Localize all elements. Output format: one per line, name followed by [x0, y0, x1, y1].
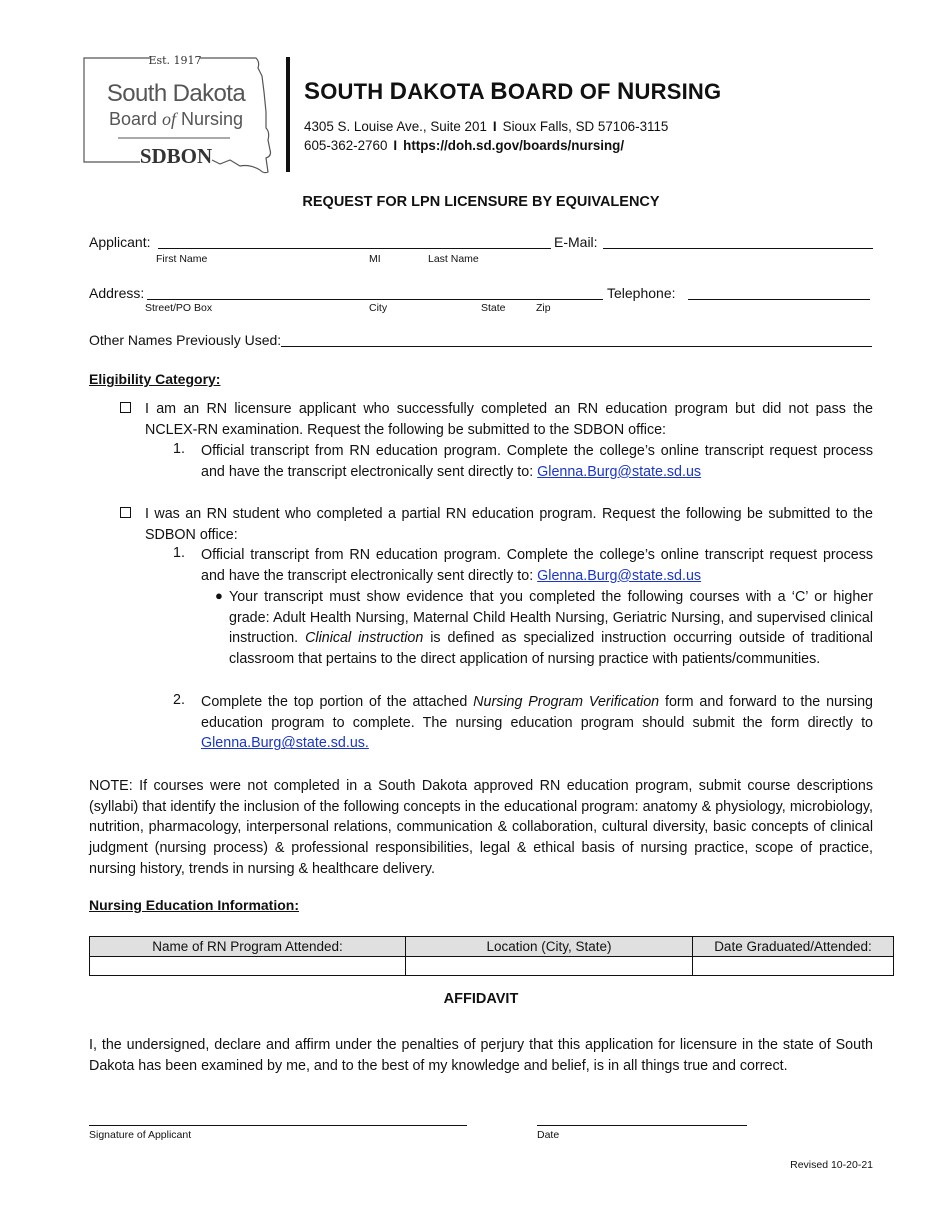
logo-est: Est. 1917: [148, 54, 202, 67]
applicant-name-field[interactable]: [158, 248, 551, 249]
email-link[interactable]: Glenna.Burg@state.sd.us: [537, 463, 702, 480]
form-title: REQUEST FOR LPN LICENSURE BY EQUIVALENCY: [302, 194, 660, 210]
column-header: Name of RN Program Attended:: [90, 937, 406, 957]
option2-bullet: Your transcript must show evidence that you completed the following courses with a ‘C’ or higher grade: Adult Health Nursing, Maternal Child Health Nursing, Geriatric Nursing, and supervised clinical instruction. Clinical instruction is defined as specialized instruction occurring outside of traditional classroom that pertains to the direct application of nursing practice with patients/communities.: [229, 589, 873, 668]
organization-address: 4305 S. Louise Ave., Suite 201 I Sioux Falls, SD 57106-3115: [304, 119, 669, 134]
applicant-label: Applicant:: [89, 234, 151, 250]
option1-checkbox[interactable]: [120, 402, 131, 413]
option1-item1: Official transcript from RN education program. Complete the college’s online transcript request process and have the transcript electronically sent directly to: Glenna.Burg@state.sd.us: [201, 443, 873, 480]
street-caption: Street/PO Box: [145, 302, 213, 314]
education-heading: Nursing Education Information:: [89, 897, 299, 913]
logo-line1: South Dakota: [106, 80, 246, 107]
telephone-label: Telephone:: [607, 285, 676, 301]
signature-caption: Signature of Applicant: [89, 1129, 192, 1141]
column-header: Location (City, State): [406, 937, 693, 957]
address-field[interactable]: [147, 299, 603, 300]
mi-caption: MI: [369, 253, 381, 265]
column-header: Date Graduated/Attended:: [693, 937, 894, 957]
email-field[interactable]: [603, 248, 873, 249]
email-link[interactable]: Glenna.Burg@state.sd.us.: [201, 735, 369, 752]
other-names-field[interactable]: [281, 346, 872, 347]
option2-item1: Official transcript from RN education program. Complete the college’s online transcript request process and have the transcript electronically sent directly to: Glenna.Burg@state.sd.us: [201, 547, 873, 584]
address-label: Address:: [89, 285, 145, 301]
email-link[interactable]: Glenna.Burg@state.sd.us: [537, 567, 702, 584]
city-state-zip: Sioux Falls, SD 57106-3115: [502, 119, 669, 134]
option1-item1-number: 1.: [173, 441, 185, 457]
option2-checkbox[interactable]: [120, 507, 131, 518]
date-cell[interactable]: [693, 957, 894, 976]
revision-date: Revised 10-20-21: [790, 1159, 873, 1171]
education-header-row: [90, 937, 894, 957]
bullet-icon: ●: [215, 588, 223, 603]
education-table: [89, 936, 894, 976]
phone-number: 605-362-2760: [304, 138, 388, 153]
logo-line2: Board of Nursing: [108, 109, 244, 129]
education-input-row: [90, 957, 894, 976]
organization-name: SOUTH DAKOTA BOARD OF NURSING: [304, 78, 722, 105]
affidavit-text: I, the undersigned, declare and affirm under the penalties of perjury that this application for licensure in the state of South Dakota has been examined by me, and to the best of my knowledge and belief, is in all things true and correct.: [89, 1037, 873, 1074]
city-caption: City: [369, 302, 388, 314]
date-field[interactable]: [537, 1125, 747, 1126]
date-caption: Date: [537, 1129, 560, 1141]
affidavit-title: AFFIDAVIT: [443, 991, 519, 1007]
signature-field[interactable]: [89, 1125, 467, 1126]
email-label: E-Mail:: [554, 234, 598, 250]
program-name-cell[interactable]: [90, 957, 406, 976]
organization-contact: 605-362-2760 I https://doh.sd.gov/boards/nursing/: [304, 138, 625, 153]
option2-text: I was an RN student who completed a partial RN education program. Request the following be submitted to the SDBON office:: [145, 506, 873, 543]
header-divider: [286, 57, 290, 172]
option1-text: I am an RN licensure applicant who successfully completed an RN education program but did not pass the NCLEX-RN examination. Request the following be submitted to the SDBON office:: [145, 401, 873, 438]
logo-abbr: SDBON: [139, 144, 213, 168]
option2-item1-number: 1.: [173, 545, 185, 561]
option2-item2: Complete the top portion of the attached Nursing Program Verification form and forward to the nursing education program to complete. The nursing education program should submit the form directly to Glenna.Burg@state.sd.us.: [201, 694, 873, 752]
other-names-label: Other Names Previously Used:: [89, 332, 282, 348]
website-link[interactable]: https://doh.sd.gov/boards/nursing/: [403, 138, 625, 153]
telephone-field[interactable]: [688, 299, 870, 300]
first-name-caption: First Name: [156, 253, 208, 265]
eligibility-heading: Eligibility Category:: [89, 371, 221, 387]
sdbon-logo: [80, 52, 272, 176]
last-name-caption: Last Name: [428, 253, 479, 265]
note-paragraph: NOTE: If courses were not completed in a South Dakota approved RN education program, submit course descriptions (syllabi) that identify the inclusion of the following concepts in the educational program: anatomy & physiology, microbiology, nutrition, pharmacology, interpersonal relations, communication & collaboration, cultural diversity, basic concepts of clinical judgment (nursing process) & professional responsibilities, legal & ethical basis of nursing practice, scope of practice, nursing history, trends in nursing & healthcare delivery.: [89, 778, 873, 877]
street-address: 4305 S. Louise Ave., Suite 201: [304, 119, 487, 134]
option2-item2-number: 2.: [173, 692, 185, 708]
zip-caption: Zip: [536, 302, 551, 314]
state-caption: State: [481, 302, 506, 314]
location-cell[interactable]: [406, 957, 693, 976]
